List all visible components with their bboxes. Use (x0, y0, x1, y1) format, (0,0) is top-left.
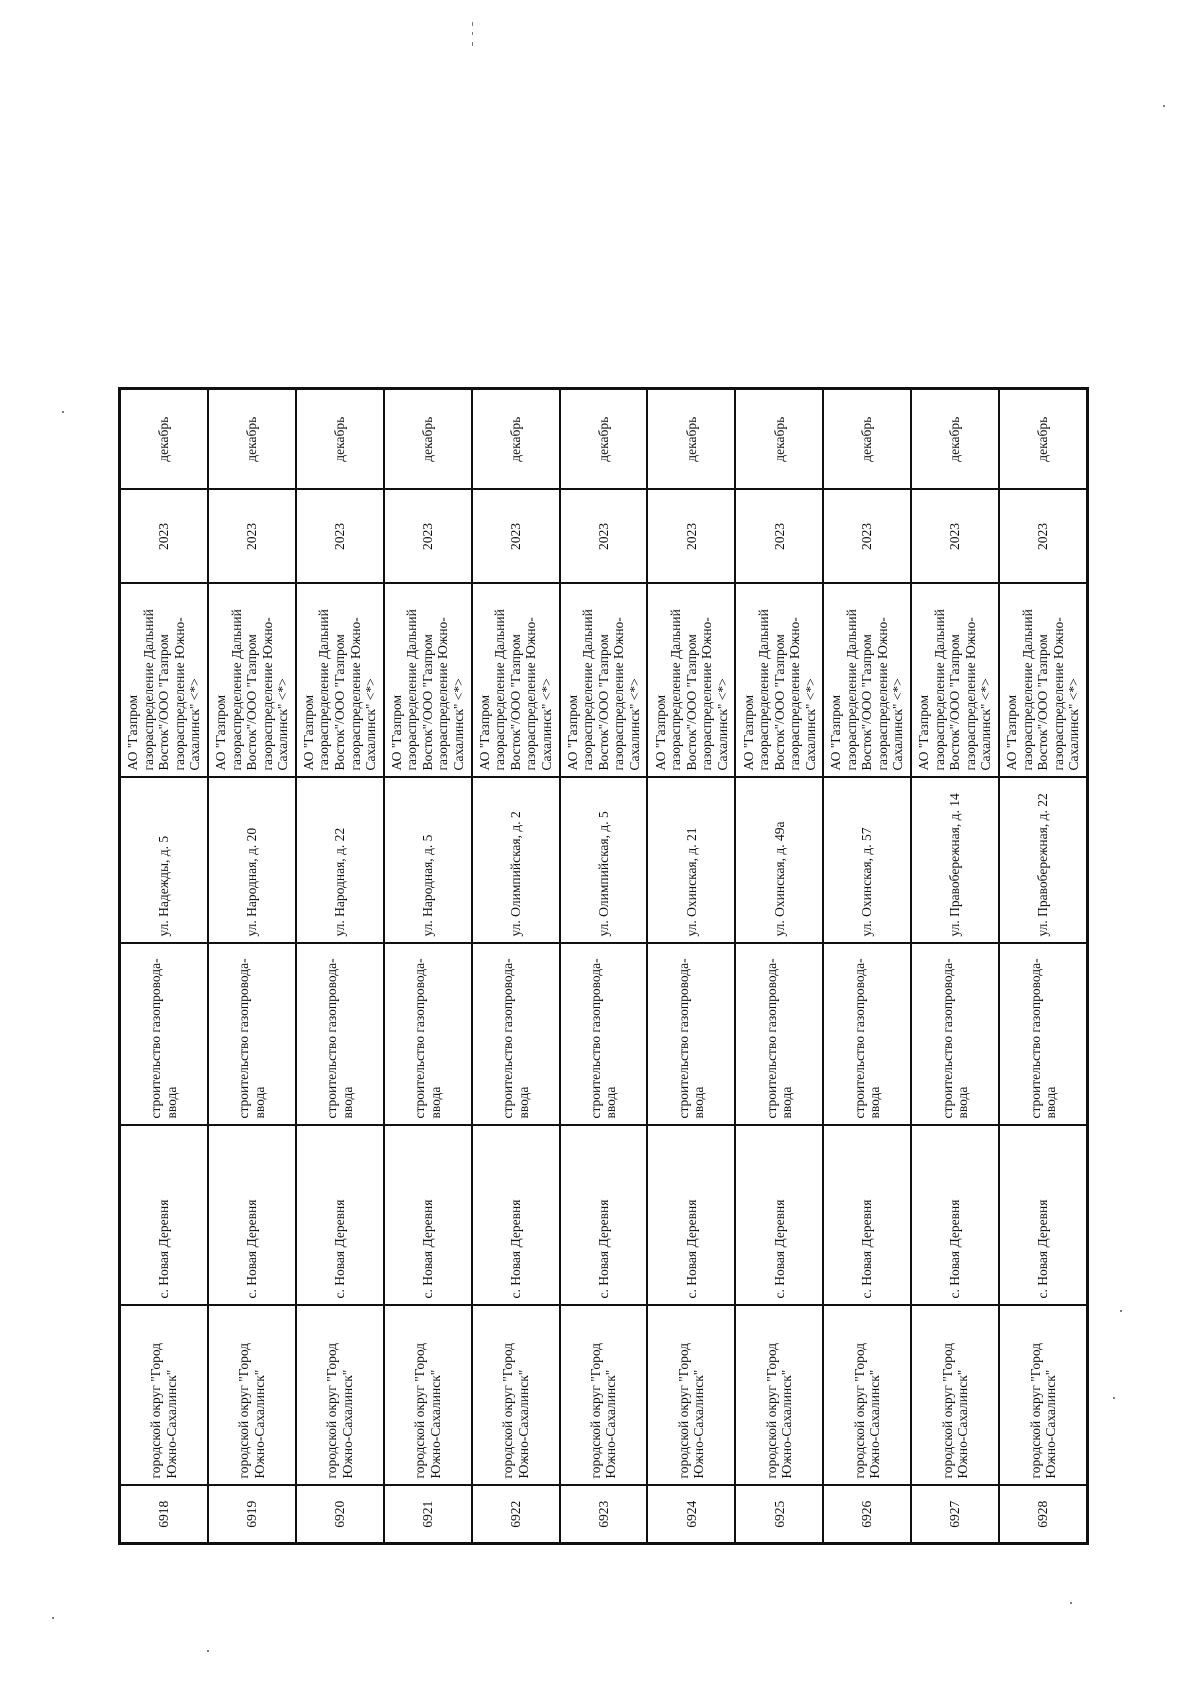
municipality-cell: городской округ "Город Южно-Сахалинск" (560, 1306, 648, 1486)
month-cell: декабрь (647, 389, 735, 490)
row-number: 6926 (823, 1486, 911, 1544)
organization-cell: АО "Газпром газораспределение Дальний Восток"/ООО "Газпром газораспределение Южно-Сахалинск" <*> (999, 584, 1087, 778)
month-cell: декабрь (735, 389, 823, 490)
table-row (208, 389, 296, 1544)
year-cell: 2023 (999, 490, 1087, 584)
month-cell: декабрь (911, 389, 999, 490)
table-row (911, 389, 999, 1544)
table-row (472, 389, 560, 1544)
work-type-cell: строительство газопровода-ввода (647, 944, 735, 1126)
work-type-cell: строительство газопровода-ввода (296, 944, 384, 1126)
municipality-cell: городской округ "Город Южно-Сахалинск" (999, 1306, 1087, 1486)
organization-cell: АО "Газпром газораспределение Дальний Восток"/ООО "Газпром газораспределение Южно-Сахалинск" <*> (208, 584, 296, 778)
year-cell: 2023 (647, 490, 735, 584)
work-type-cell: строительство газопровода-ввода (208, 944, 296, 1126)
work-type-cell: строительство газопровода-ввода (120, 944, 208, 1126)
row-number: 6923 (560, 1486, 648, 1544)
address-cell: ул. Охинская, д. 21 (647, 778, 735, 944)
locality-cell: с. Новая Деревня (735, 1126, 823, 1306)
locality-cell: с. Новая Деревня (384, 1126, 472, 1306)
row-number: 6922 (472, 1486, 560, 1544)
month-cell: декабрь (120, 389, 208, 490)
table-row (999, 389, 1087, 1544)
organization-cell: АО "Газпром газораспределение Дальний Восток"/ООО "Газпром газораспределение Южно-Сахалинск" <*> (823, 584, 911, 778)
work-type-cell: строительство газопровода-ввода (911, 944, 999, 1126)
scan-speck (1163, 105, 1165, 107)
rotated-table (118, 390, 1089, 1545)
row-number: 6924 (647, 1486, 735, 1544)
year-cell: 2023 (472, 490, 560, 584)
year-cell: 2023 (560, 490, 648, 584)
municipality-cell: городской округ "Город Южно-Сахалинск" (823, 1306, 911, 1486)
municipality-cell: городской округ "Город Южно-Сахалинск" (472, 1306, 560, 1486)
row-number: 6919 (208, 1486, 296, 1544)
month-cell: декабрь (472, 389, 560, 490)
work-type-cell: строительство газопровода-ввода (560, 944, 648, 1126)
locality-cell: с. Новая Деревня (472, 1126, 560, 1306)
scan-speck (52, 1617, 54, 1619)
address-cell: ул. Правобережная, д. 22 (999, 778, 1087, 944)
address-cell: ул. Народная, д. 5 (384, 778, 472, 944)
year-cell: 2023 (120, 490, 208, 584)
row-number: 6920 (296, 1486, 384, 1544)
scan-speck (1070, 1602, 1072, 1604)
year-cell: 2023 (384, 490, 472, 584)
year-cell: 2023 (823, 490, 911, 584)
address-cell: ул. Олимпийская, д. 5 (560, 778, 648, 944)
municipality-cell: городской округ "Город Южно-Сахалинск" (911, 1306, 999, 1486)
address-cell: ул. Охинская, д. 57 (823, 778, 911, 944)
month-cell: декабрь (384, 389, 472, 490)
work-type-cell: строительство газопровода-ввода (384, 944, 472, 1126)
month-cell: декабрь (999, 389, 1087, 490)
municipality-cell: городской округ "Город Южно-Сахалинск" (296, 1306, 384, 1486)
table-row (647, 389, 735, 1544)
year-cell: 2023 (208, 490, 296, 584)
scan-mark (472, 22, 473, 26)
address-cell: ул. Народная, д. 20 (208, 778, 296, 944)
locality-cell: с. Новая Деревня (296, 1126, 384, 1306)
locality-cell: с. Новая Деревня (560, 1126, 648, 1306)
month-cell: декабрь (296, 389, 384, 490)
address-cell: ул. Надежды, д. 5 (120, 778, 208, 944)
scan-speck (1120, 1310, 1122, 1312)
locality-cell: с. Новая Деревня (208, 1126, 296, 1306)
organization-cell: АО "Газпром газораспределение Дальний Восток"/ООО "Газпром газораспределение Южно-Сахалинск" <*> (735, 584, 823, 778)
month-cell: декабрь (560, 389, 648, 490)
table-row (823, 389, 911, 1544)
municipality-cell: городской округ "Город Южно-Сахалинск" (647, 1306, 735, 1486)
work-type-cell: строительство газопровода-ввода (999, 944, 1087, 1126)
row-number: 6925 (735, 1486, 823, 1544)
row-number: 6927 (911, 1486, 999, 1544)
year-cell: 2023 (911, 490, 999, 584)
row-number: 6921 (384, 1486, 472, 1544)
organization-cell: АО "Газпром газораспределение Дальний Восток"/ООО "Газпром газораспределение Южно-Сахалинск" <*> (384, 584, 472, 778)
address-cell: ул. Народная, д. 22 (296, 778, 384, 944)
municipality-cell: городской округ "Город Южно-Сахалинск" (120, 1306, 208, 1486)
scan-speck (1113, 1397, 1115, 1399)
table-row (560, 389, 648, 1544)
municipality-cell: городской округ "Город Южно-Сахалинск" (384, 1306, 472, 1486)
municipality-cell: городской округ "Город Южно-Сахалинск" (735, 1306, 823, 1486)
table-row (120, 389, 208, 1544)
scan-mark (472, 42, 473, 46)
table-row (384, 389, 472, 1544)
organization-cell: АО "Газпром газораспределение Дальний Восток"/ООО "Газпром газораспределение Южно-Сахалинск" <*> (296, 584, 384, 778)
gas-pipeline-table (118, 387, 1089, 1545)
organization-cell: АО "Газпром газораспределение Дальний Восток"/ООО "Газпром газораспределение Южно-Сахалинск" <*> (120, 584, 208, 778)
scan-speck (62, 411, 64, 413)
locality-cell: с. Новая Деревня (120, 1126, 208, 1306)
organization-cell: АО "Газпром газораспределение Дальний Восток"/ООО "Газпром газораспределение Южно-Сахалинск" <*> (911, 584, 999, 778)
month-cell: декабрь (823, 389, 911, 490)
organization-cell: АО "Газпром газораспределение Дальний Восток"/ООО "Газпром газораспределение Южно-Сахалинск" <*> (560, 584, 648, 778)
work-type-cell: строительство газопровода-ввода (735, 944, 823, 1126)
month-cell: декабрь (208, 389, 296, 490)
organization-cell: АО "Газпром газораспределение Дальний Восток"/ООО "Газпром газораспределение Южно-Сахалинск" <*> (472, 584, 560, 778)
locality-cell: с. Новая Деревня (999, 1126, 1087, 1306)
table-row (296, 389, 384, 1544)
year-cell: 2023 (735, 490, 823, 584)
scan-speck (207, 1650, 209, 1652)
locality-cell: с. Новая Деревня (911, 1126, 999, 1306)
table-body (120, 389, 1088, 1544)
address-cell: ул. Охинская, д. 49а (735, 778, 823, 944)
year-cell: 2023 (296, 490, 384, 584)
row-number: 6918 (120, 1486, 208, 1544)
work-type-cell: строительство газопровода-ввода (472, 944, 560, 1126)
organization-cell: АО "Газпром газораспределение Дальний Восток"/ООО "Газпром газораспределение Южно-Сахалинск" <*> (647, 584, 735, 778)
table-row (735, 389, 823, 1544)
work-type-cell: строительство газопровода-ввода (823, 944, 911, 1126)
locality-cell: с. Новая Деревня (823, 1126, 911, 1306)
municipality-cell: городской округ "Город Южно-Сахалинск" (208, 1306, 296, 1486)
address-cell: ул. Олимпийская, д. 2 (472, 778, 560, 944)
scan-mark (472, 32, 473, 35)
address-cell: ул. Правобережная, д. 14 (911, 778, 999, 944)
locality-cell: с. Новая Деревня (647, 1126, 735, 1306)
row-number: 6928 (999, 1486, 1087, 1544)
